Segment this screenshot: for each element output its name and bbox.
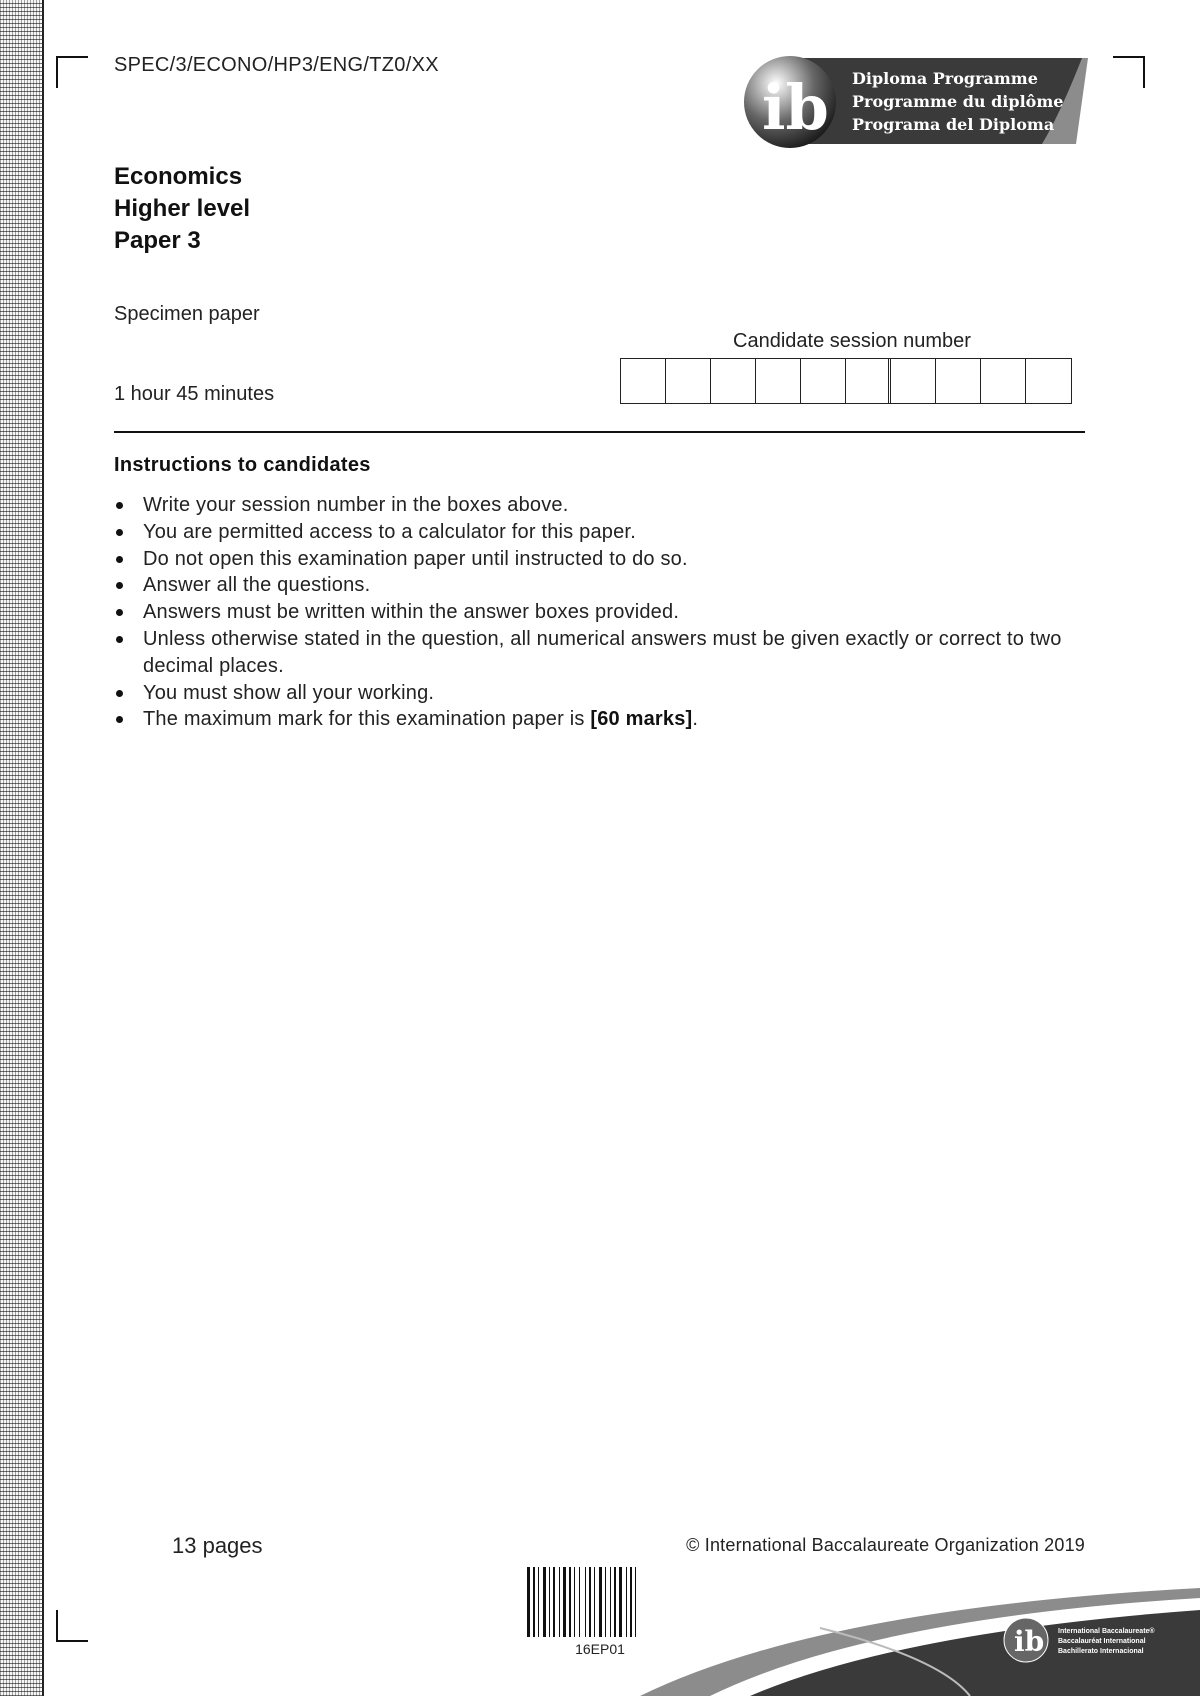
max-mark-value: [60 marks] xyxy=(590,708,693,731)
ib-diploma-logo xyxy=(742,54,1088,154)
barcode-bar xyxy=(563,1567,566,1637)
barcode-bar xyxy=(619,1567,622,1637)
barcode-bar xyxy=(626,1567,627,1637)
barcode-bar xyxy=(599,1567,602,1637)
instruction-item: Write your session number in the boxes above. xyxy=(114,492,1089,519)
barcode-bar xyxy=(579,1567,580,1637)
ib-footer-swoosh xyxy=(640,1588,1200,1696)
org-line-1: International Baccalaureate® xyxy=(1058,1628,1155,1635)
exam-duration: 1 hour 45 minutes xyxy=(114,383,275,405)
session-number-box[interactable] xyxy=(666,359,711,403)
paper-title xyxy=(114,161,250,257)
barcode-text: 16EP01 xyxy=(575,1641,625,1657)
level-heading: Higher level xyxy=(114,195,251,222)
candidate-session-boxes xyxy=(620,358,1072,404)
session-number-box[interactable] xyxy=(756,359,801,403)
page-edge-strip xyxy=(0,0,44,1696)
max-mark-prefix: The maximum mark for this examination paper is xyxy=(143,708,591,731)
session-number-box[interactable] xyxy=(621,359,666,403)
ib-logo-graphic xyxy=(742,54,1088,154)
session-number-box[interactable] xyxy=(891,359,936,403)
barcode-bar xyxy=(527,1567,530,1637)
barcode-bar xyxy=(553,1567,555,1637)
max-mark-suffix: . xyxy=(692,708,699,731)
paper-heading: Paper 3 xyxy=(114,227,201,254)
instruction-item: Answers must be written within the answer boxes provided. xyxy=(114,599,1089,626)
barcode-bar xyxy=(614,1567,616,1637)
barcode-bar xyxy=(549,1567,550,1637)
session-number-box[interactable] xyxy=(801,359,846,403)
page-count: 13 pages xyxy=(172,1533,263,1558)
barcode-bar xyxy=(594,1567,595,1637)
instruction-item: Do not open this examination paper until instructed to do so. xyxy=(114,546,1089,573)
barcode-bar xyxy=(585,1567,586,1637)
instruction-item: You must show all your working. xyxy=(114,680,1089,707)
crop-mark-bottom-left xyxy=(56,1610,88,1642)
logo-line-3: Programa del Diploma xyxy=(852,115,1055,134)
session-number-box[interactable] xyxy=(936,359,981,403)
copyright-notice: © International Baccalaureate Organization 2019 xyxy=(686,1535,1085,1555)
barcode-bar xyxy=(574,1567,575,1637)
paper-type: Specimen paper xyxy=(114,303,260,325)
session-number-box[interactable] xyxy=(1026,359,1071,403)
instructions-list xyxy=(114,492,1089,733)
logo-line-2: Programme du diplôme xyxy=(852,92,1064,111)
barcode-bar xyxy=(630,1567,632,1637)
session-number-box[interactable] xyxy=(981,359,1026,403)
crop-mark-top-right xyxy=(1113,56,1145,88)
instruction-item: Unless otherwise stated in the question, all numerical answers must be given exactly or correct to two decimal places. xyxy=(114,626,1089,680)
session-number-box[interactable] xyxy=(846,359,891,403)
crop-mark-top-left xyxy=(56,56,88,88)
instructions-heading: Instructions to candidates xyxy=(114,454,371,476)
barcode-bar xyxy=(538,1567,539,1637)
instruction-item: You are permitted access to a calculator for this paper. xyxy=(114,519,1089,546)
barcode-bar xyxy=(569,1567,571,1637)
ib-monogram-icon: ib xyxy=(762,71,829,144)
logo-line-1: Diploma Programme xyxy=(852,69,1038,88)
instruction-item-max-mark xyxy=(114,706,1089,733)
ib-small-monogram-icon: ib xyxy=(1014,1625,1045,1658)
session-number-box[interactable] xyxy=(711,359,756,403)
header-divider xyxy=(114,431,1085,433)
barcode-bar xyxy=(559,1567,560,1637)
org-line-3: Bachillerato Internacional xyxy=(1058,1648,1144,1655)
instruction-item: Answer all the questions. xyxy=(114,572,1089,599)
barcode-bar xyxy=(533,1567,535,1637)
barcode-bar xyxy=(605,1567,606,1637)
subject-heading: Economics xyxy=(114,163,243,190)
reference-code: SPEC/3/ECONO/HP3/ENG/TZ0/XX xyxy=(114,54,439,76)
barcode-bar xyxy=(543,1567,546,1637)
candidate-session-label: Candidate session number xyxy=(733,330,971,352)
org-line-2: Baccalauréat International xyxy=(1058,1638,1146,1645)
barcode-bar xyxy=(610,1567,611,1637)
barcode-bar xyxy=(589,1567,591,1637)
barcode-bar xyxy=(635,1567,636,1637)
